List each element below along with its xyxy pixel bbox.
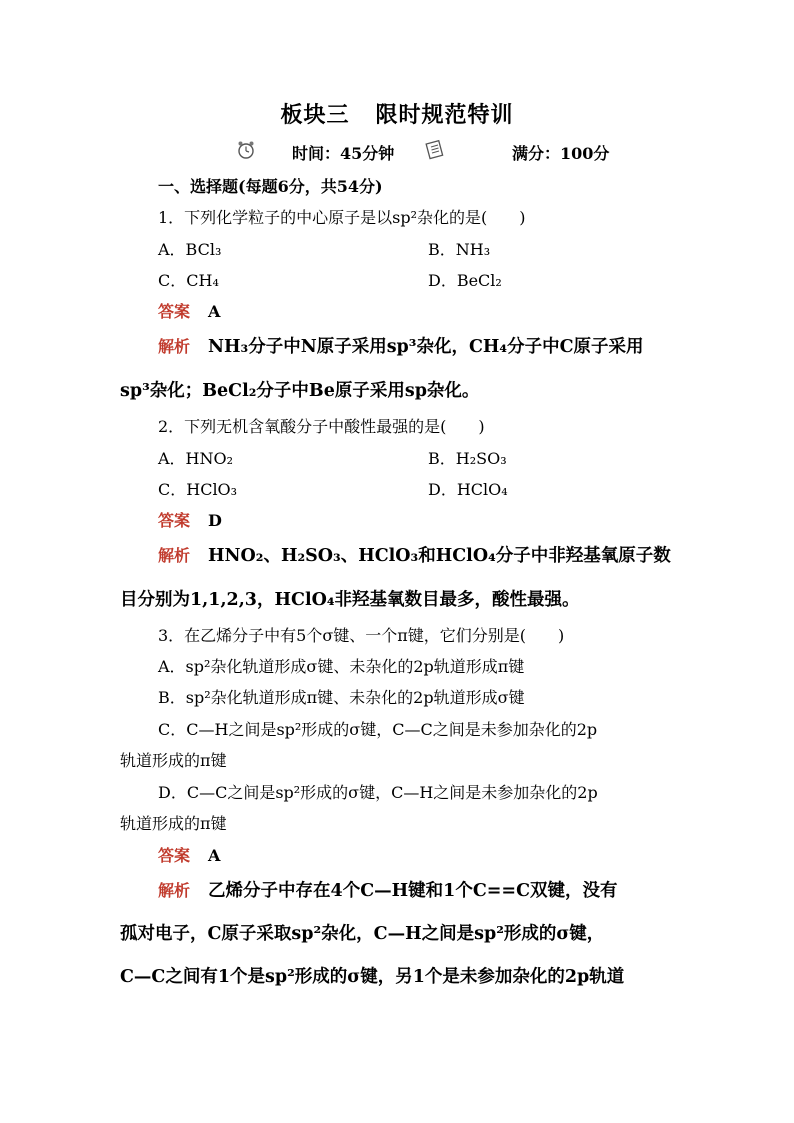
question-3-stem: 3．在乙烯分子中有5个σ键、一个π键，它们分别是( ) xyxy=(158,626,565,645)
analysis-1-line-2: sp³杂化；BeCl₂分子中Be原子采用sp杂化。 xyxy=(120,381,480,401)
answer-label: 答案 xyxy=(158,302,191,321)
analysis-1-line-1 xyxy=(158,333,644,358)
option-2-a: A．HNO₂ xyxy=(158,449,234,468)
analysis-label: 解析 xyxy=(158,881,191,900)
question-1-stem: 1．下列化学粒子的中心原子是以sp²杂化的是( ) xyxy=(158,208,526,227)
answer-value: A xyxy=(208,302,221,321)
section-heading: 一、选择题(每题6分，共54分) xyxy=(158,177,383,196)
block-label: 板块三 xyxy=(280,102,350,128)
option-3-c-line-2: 轨道形成的π键 xyxy=(120,751,227,770)
analysis-text: 乙烯分子中存在4个C—H键和1个C==C双键，没有 xyxy=(208,881,618,901)
option-3-c-line-1: C．C—H之间是sp²形成的σ键，C—C之间是未参加杂化的2p xyxy=(158,720,598,739)
analysis-text: NH₃分子中N原子采用sp³杂化，CH₄分子中C原子采用 xyxy=(208,337,644,357)
question-2-stem: 2．下列无机含氧酸分子中酸性最强的是( ) xyxy=(158,417,485,436)
analysis-2-line-1 xyxy=(158,542,671,567)
answer-label: 答案 xyxy=(158,846,191,865)
exam-meta xyxy=(0,139,794,165)
answer-3 xyxy=(158,843,220,866)
analysis-3-line-2: 孤对电子，C原子采取sp²杂化，C—H之间是sp²形成的σ键， xyxy=(120,924,605,944)
analysis-2-line-2: 目分别为1,1,2,3，HClO₄非羟基氧数目最多，酸性最强。 xyxy=(120,590,580,610)
option-1-d: D．BeCl₂ xyxy=(428,271,502,290)
answer-2 xyxy=(158,508,222,531)
analysis-label: 解析 xyxy=(158,337,191,356)
test-paper-icon xyxy=(425,139,445,161)
score-label: 满分：100分 xyxy=(512,144,610,163)
option-2-c: C．HClO₃ xyxy=(158,480,238,499)
analysis-3-line-1 xyxy=(158,877,618,902)
answer-label: 答案 xyxy=(158,511,191,530)
option-3-d-line-2: 轨道形成的π键 xyxy=(120,814,227,833)
page-title xyxy=(0,98,794,129)
analysis-3-line-3: C—C之间有1个是sp²形成的σ键，另1个是未参加杂化的2p轨道 xyxy=(120,967,625,987)
answer-1 xyxy=(158,299,220,322)
answer-value: A xyxy=(208,846,221,865)
analysis-label: 解析 xyxy=(158,546,191,565)
option-3-b: B．sp²杂化轨道形成π键、未杂化的2p轨道形成σ键 xyxy=(158,688,525,707)
option-2-d: D．HClO₄ xyxy=(428,480,508,499)
answer-value: D xyxy=(208,511,222,530)
title-text: 限时规范特训 xyxy=(375,102,514,128)
option-1-c: C．CH₄ xyxy=(158,271,219,290)
option-3-a: A．sp²杂化轨道形成σ键、未杂化的2p轨道形成π键 xyxy=(158,657,525,676)
option-1-b: B．NH₃ xyxy=(428,240,491,259)
option-1-a: A．BCl₃ xyxy=(158,240,222,259)
clock-icon xyxy=(236,139,256,161)
time-label: 时间：45分钟 xyxy=(292,144,395,163)
option-2-b: B．H₂SO₃ xyxy=(428,449,507,468)
analysis-text: HNO₂、H₂SO₃、HClO₃和HClO₄分子中非羟基氧原子数 xyxy=(208,546,671,566)
option-3-d-line-1: D．C—C之间是sp²形成的σ键，C—H之间是未参加杂化的2p xyxy=(158,783,598,802)
